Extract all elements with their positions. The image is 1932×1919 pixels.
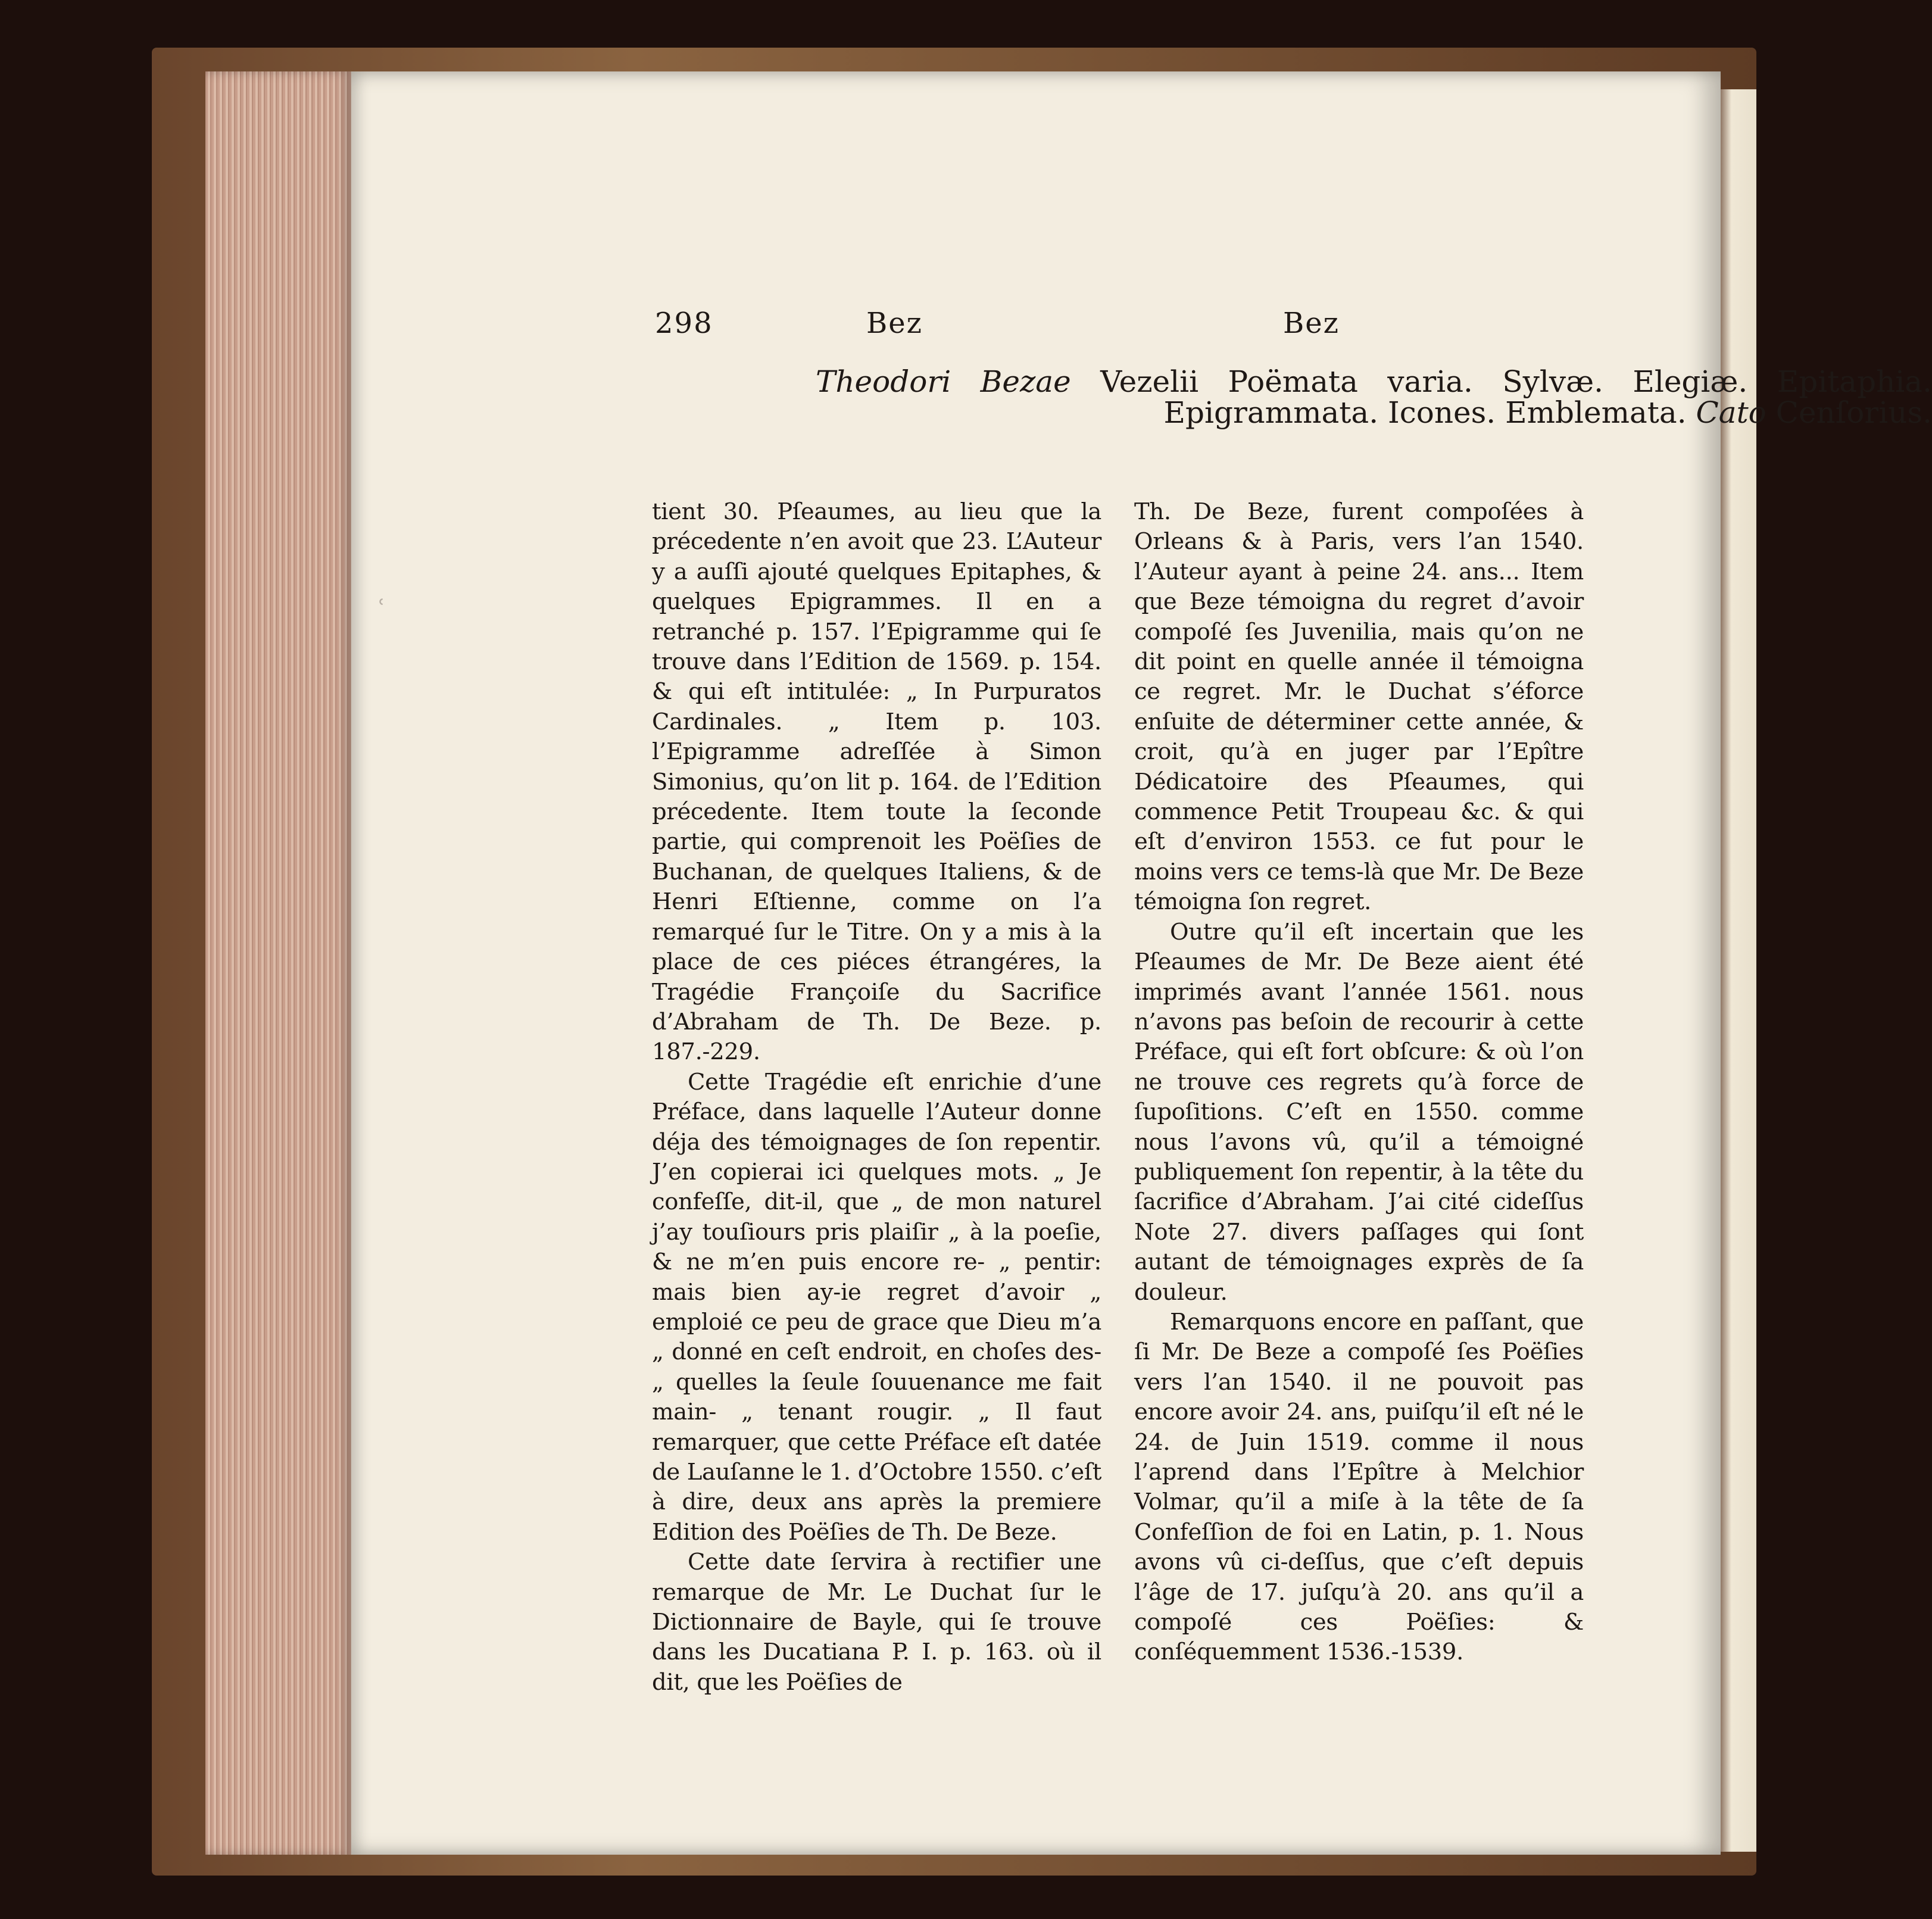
page-content xyxy=(351,71,1932,1855)
right-column xyxy=(1134,497,1584,1668)
title-text: Vezelii Poëmata varia. Sylvæ. Elegiæ. Epitaphia. Epigrammata. Icones. Emblemata. xyxy=(1100,364,1932,430)
right-paragraph-2: Outre qu’il eſt incertain que les Pſeaumes de Mr. De Beze aient été imprimés avant l’année 1561. nous n’avons pas beſoin de recourir à cette Préface, qui eſt fort obſcure: & où l’on ne trouve ces regrets qu’à force de ſupoſitions. C’eſt en 1550. comme nous l’avons vû, qu’il a témoigné publiquement ſon repentir, à la tête du ſacrifice d’Abraham. J’ai cité cideſſus Note 27. divers paſſages qui ſont autant de témoignages exprès de ſa douleur. xyxy=(1134,918,1584,1306)
title-text-end: Cenſorius. xyxy=(1775,395,1932,430)
running-head-left: Bez xyxy=(866,307,923,340)
left-paragraph-3: Cette date ſervira à rectifier une remarque de Mr. Le Duchat ſur le Dictionnaire de Bayle, qui ſe trouve dans les Ducatiana P. I. p. 163. où il dit, que les Poëſies de xyxy=(652,1549,1101,1696)
entry-title xyxy=(655,366,1932,428)
facing-page-edge xyxy=(1715,89,1756,1852)
left-paragraph-1: tient 30. Pſeaumes, au lieu que la précedente n’en avoit que 23. L’Auteur y a auſſi ajouté quelques Epitaphes, & quelques Epigrammes. Il en a retranché p. 157. l’Epigramme qui ſe trouve dans l’Edition de 1569. p. 154. & qui eſt intitulée: „ In Purpuratos Cardinales. „ Item p. 103. l’Epigramme adreſſée à Simon Simonius, qu’on lit p. 164. de l’Edition précedente. Item toute la ſeconde partie, qui comprenoit les Poëſies de Buchanan, de quelques Italiens, & de Henri Eſtienne, comme on l’a remarqué ſur le Titre. On y a mis à la place de ces piéces étrangéres, la Tragédie Françoiſe du Sacrifice d’Abraham de Th. De Beze. p. 187.-229. xyxy=(652,498,1101,1066)
running-head-right: Bez xyxy=(1283,307,1340,340)
margin-mark: ʿ xyxy=(378,595,386,623)
page-fore-edge xyxy=(205,71,351,1855)
book-page xyxy=(351,71,1932,1855)
left-paragraph-2: Cette Tragédie eſt enrichie d’une Préface, dans laquelle l’Auteur donne déja des témoignages de ſon repentir. J’en copierai ici quelques mots. „ Je confeſſe, dit-il, que „ de mon naturel j’ay touſiours pris plaiſir „ à la poeſie, & ne m’en puis encore re- „ pentir: mais bien ay-ie regret d’avoir „ emploié ce peu de grace que Dieu m’a „ donné en ceſt endroit, en choſes des- „ quelles la ſeule ſouuenance me fait main- „ tenant rougir. „ Il faut remarquer, que cette Préface eſt datée de Lauſanne le 1. d’Octobre 1550. c’eſt à dire, deux ans après la premiere Edition des Poëſies de Th. De Beze. xyxy=(652,1068,1101,1546)
left-column xyxy=(652,497,1101,1698)
right-paragraph-1: Th. De Beze, furent compoſées à Orleans & à Paris, vers l’an 1540. l’Auteur ayant à peine 24. ans... Item que Beze témoigna du regret d’avoir compoſé ſes Juvenilia, mais qu’on ne dit point en quelle année il témoigna ce regret. Mr. le Duchat s’éforce enſuite de déterminer cette année, & croit, qu’à en juger par l’Epître Dédicatoire des Pſeaumes, qui commence Petit Troupeau &c. & qui eſt d’environ 1553. ce fut pour le moins vers ce tems-là que Mr. De Beze témoigna ſon regret. xyxy=(1134,498,1584,916)
right-paragraph-3: Remarquons encore en paſſant, que ſi Mr. De Beze a compoſé ſes Poëſies vers l’an 1540. il ne pouvoit pas encore avoir 24. ans, puiſqu’il eſt né le 24. de Juin 1519. comme il nous l’aprend dans l’Epître à Melchior Volmar, qu’il a miſe à la tête de ſa Confeſſion de foi en Latin, p. 1. Nous avons vû ci-deſſus, que c’eſt depuis l’âge de 17. juſqu’à 20. ans qu’il a compoſé ces Poëſies: & conſéquemment 1536.-1539. xyxy=(1134,1308,1584,1666)
page-number: 298 xyxy=(655,307,713,340)
title-italic-cato: Cato xyxy=(1696,395,1766,430)
title-author: Theodori Bezae xyxy=(816,364,1071,399)
